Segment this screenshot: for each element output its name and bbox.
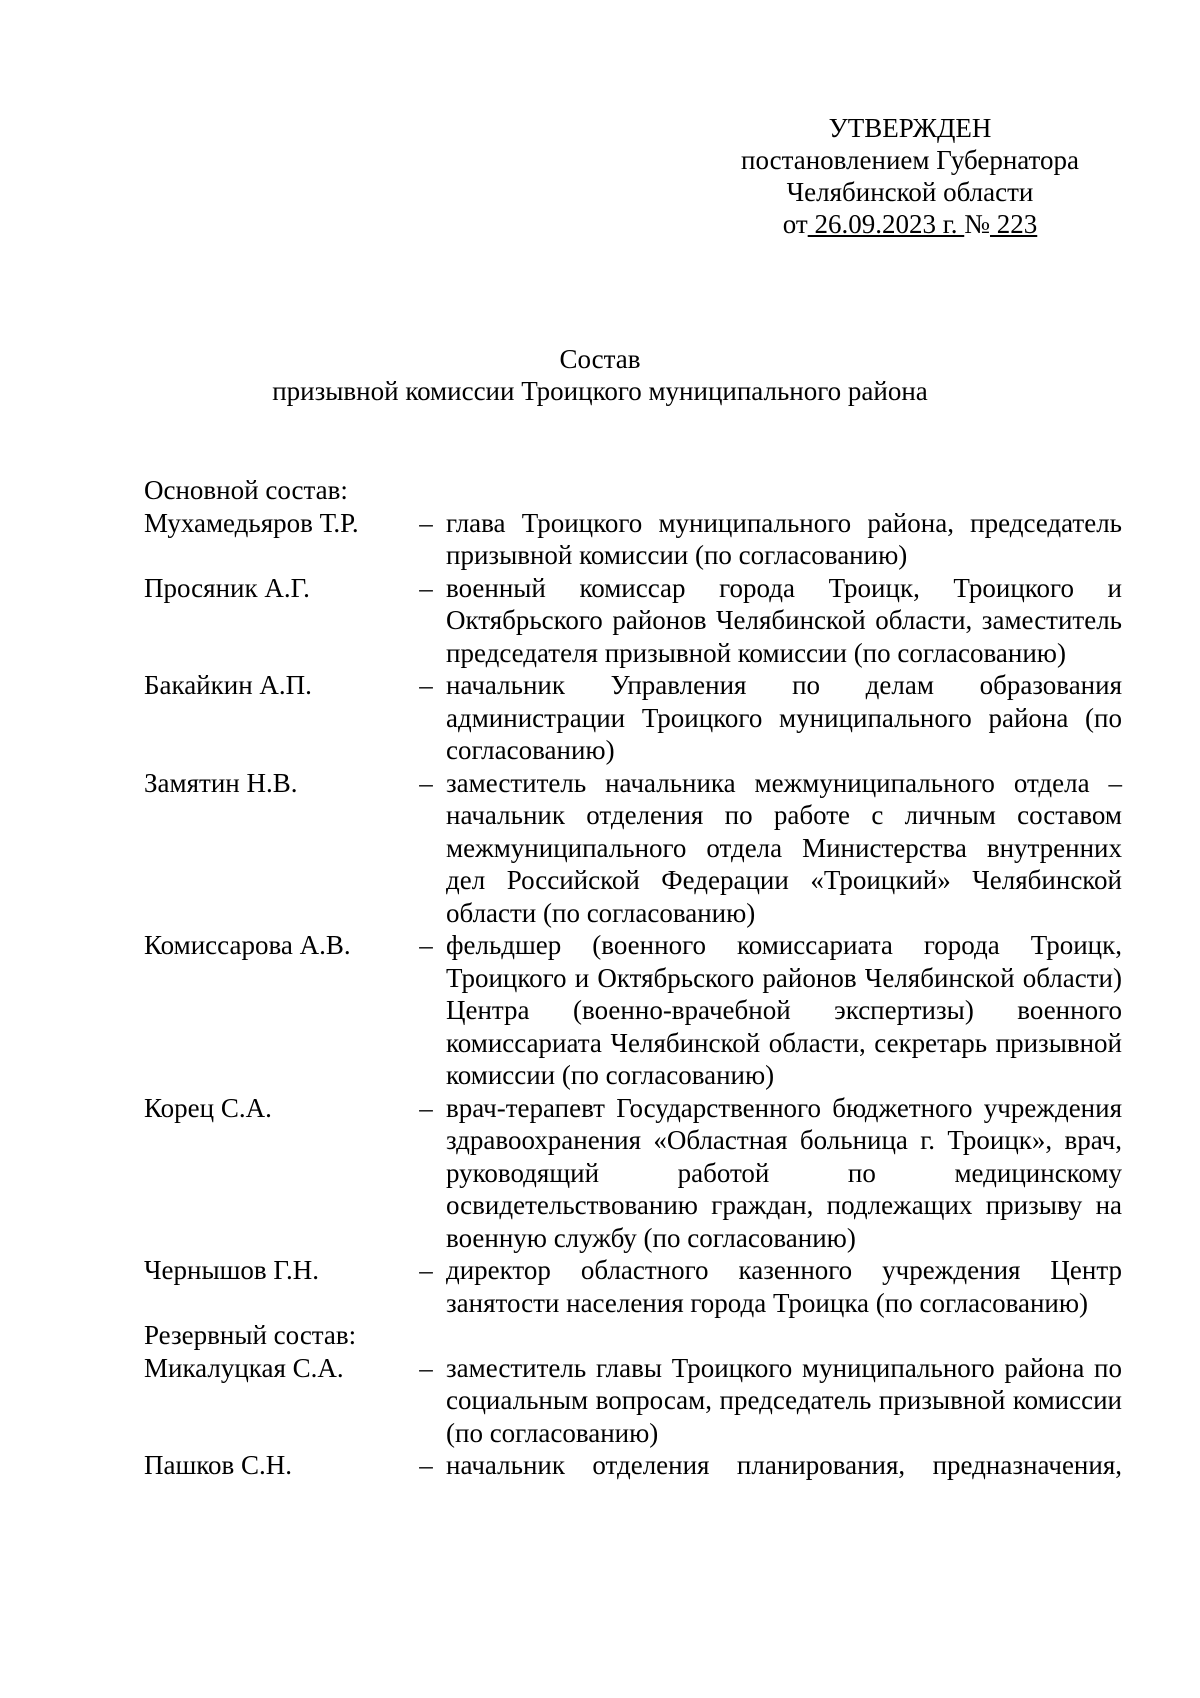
- member-name: Пашков С.Н.: [144, 1450, 293, 1480]
- member-role: глава Троицкого муниципального района, председатель призывной комиссии (по согласованию): [446, 507, 1122, 570]
- member-entry: [144, 1092, 1122, 1255]
- member-name: Замятин Н.В.: [144, 767, 298, 798]
- member-role: заместитель начальника межмуниципального отдела – начальник отделения по работе с личным составом межмуниципального отдела Министерства внутренних дел Российской Федерации «Троицкий» Челябинской области (по согласованию): [446, 767, 1122, 928]
- member-name: Просяник А.Г.: [144, 572, 310, 603]
- member-role: начальник отделения планирования, предназначения,: [446, 1450, 1122, 1480]
- member-entry: [144, 507, 1122, 572]
- member-role: заместитель главы Троицкого муниципального района по социальным вопросам, председатель призывной комиссии (по согласованию): [446, 1352, 1122, 1448]
- member-name: Корец С.А.: [144, 1092, 272, 1123]
- member-role: фельдшер (военного комиссариата города Троицк, Троицкого и Октябрьского районов Челябинской области) Центра (военно-врачебной экспертизы) военного комиссариата Челябинской области, секретарь призывной комиссии (по согласованию): [446, 930, 1122, 1090]
- title-line-2: призывной комиссии Троицкого муниципального района: [272, 376, 928, 406]
- approval-date-line: [700, 208, 1120, 240]
- member-entry: [144, 929, 1122, 1092]
- member-role: начальник Управления по делам образования администрации Троицкого муниципального района (по согласованию): [446, 670, 1122, 765]
- member-role: врач-терапевт Государственного бюджетного учреждения здравоохранения «Областная больница г. Троицк», врач, руководящий работой по медицинскому освидетельствованию граждан, подлежащих призыву на военную службу (по согласованию): [446, 1092, 1122, 1253]
- member-name: Чернышов Г.Н.: [144, 1255, 319, 1285]
- date-prefix: от: [782, 209, 808, 239]
- member-dash: –: [419, 1255, 433, 1285]
- member-entry: [144, 767, 1122, 930]
- member-dash: –: [419, 1450, 433, 1480]
- member-role: директор областного казенного учреждения Центр занятости населения города Троицка (по согласованию): [446, 1255, 1122, 1318]
- member-name: Комиссарова А.В.: [144, 930, 351, 960]
- date-value: 26.09.2023 г.: [807, 209, 965, 239]
- member-entry: [144, 669, 1122, 767]
- member-name: Микалуцкая С.А.: [144, 1352, 344, 1383]
- approval-heading: УТВЕРЖДЕН: [828, 113, 992, 143]
- document-title: [0, 343, 1200, 407]
- reserve-section-heading: Резервный состав:: [144, 1320, 357, 1350]
- member-dash: –: [419, 1092, 433, 1123]
- member-dash: –: [419, 507, 433, 538]
- commission-roster: [144, 474, 1122, 1482]
- title-line-1: Состав: [559, 344, 641, 374]
- reserve-member-entry: [144, 1352, 1122, 1450]
- member-role: военный комиссар города Троицк, Троицкого и Октябрьского районов Челябинской области, заместитель председателя призывной комиссии (по согласованию): [446, 572, 1122, 668]
- member-dash: –: [419, 670, 433, 700]
- number-value: 223: [990, 209, 1038, 239]
- reserve-member-entry: [144, 1449, 1122, 1482]
- member-dash: –: [419, 930, 433, 960]
- member-name: Бакайкин А.П.: [144, 670, 312, 700]
- member-dash: –: [419, 767, 433, 798]
- member-entry: [144, 1254, 1122, 1319]
- approval-decree-line: постановлением Губернатора: [741, 145, 1079, 175]
- approval-region-line: Челябинской области: [786, 177, 1034, 207]
- approval-block: [700, 112, 1120, 240]
- member-name: Мухамедьяров Т.Р.: [144, 507, 359, 538]
- member-entry: [144, 572, 1122, 670]
- number-prefix: №: [964, 209, 990, 239]
- member-dash: –: [419, 572, 433, 603]
- main-section-heading: Основной состав:: [144, 475, 348, 505]
- member-dash: –: [419, 1352, 433, 1383]
